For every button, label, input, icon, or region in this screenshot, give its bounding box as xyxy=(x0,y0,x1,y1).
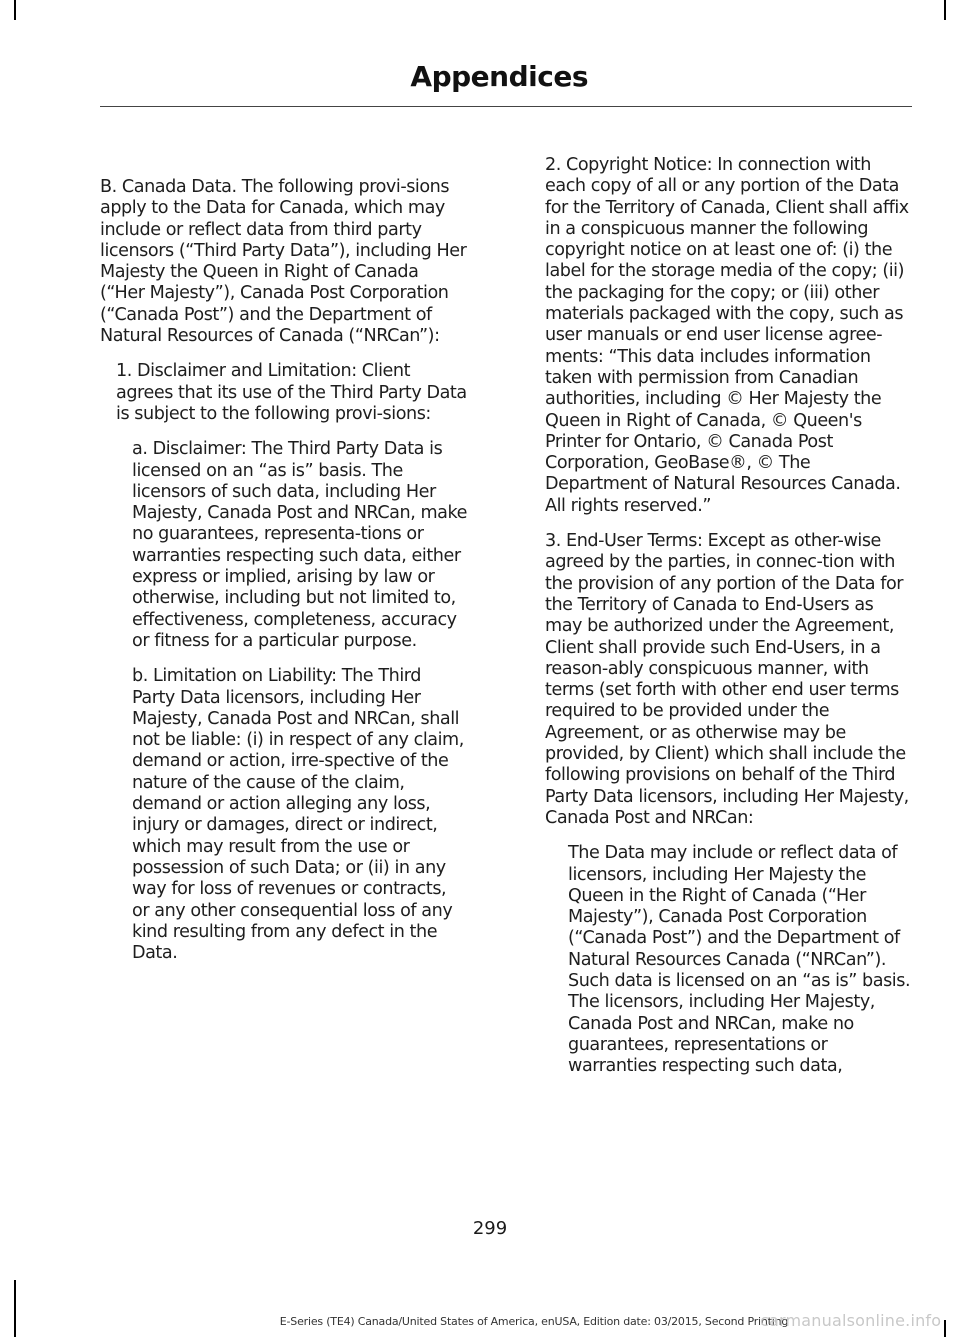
limitation-on-liability-clause: b. Limitation on Liability: The Third Party Data licensors, including Her Majesty, Canada Post and NRCan, shall not be liable: (i) in respect of any claim, demand or action, irre-spective of the nature of the cause of the claim, demand or action alleging any loss, injury or damages, direct or indirect, which may result from the use or possession of such Data; or (ii) in any way for loss of revenues or contracts, or any other consequential loss of any kind resulting from any defect in the Data. xyxy=(132,666,464,964)
end-user-terms: 3. End-User Terms: Except as other-wise agreed by the parties, in connec-tion with the provision of any portion of the Data for the Territory of Canada to End-Users as may be authorized under the Agreement, Client shall provide such End-Users, in a reason-ably conspicuous manner, with terms (set forth with other end user terms required to be provided under the Agreement, or as otherwise may be provided, by Client) which shall include the following provisions on behalf of the Third Party Data licensors, including Her Majesty, Canada Post and NRCan: xyxy=(545,531,909,828)
watermark: carmanualsonline.info xyxy=(760,1311,942,1330)
edition-footer: E-Series (TE4) Canada/United States of America, enUSA, Edition date: 03/2015, Second Printing xyxy=(279,1315,789,1328)
crop-mark-top-right xyxy=(944,0,946,20)
crop-mark-bottom-left xyxy=(14,1280,16,1337)
disclaimer-and-limitation: 1. Disclaimer and Limitation: Client agrees that its use of the Third Party Data is subject to the following provi-sions: xyxy=(116,361,467,424)
left-column xyxy=(100,177,468,978)
page-number: 299 xyxy=(472,1218,508,1239)
licensor-provision-quote: The Data may include or reflect data of licensors, including Her Majesty the Queen in the Right of Canada (“Her Majesty”), Canada Post Corporation (“Canada Post”) and the Department of Natural Resources Canada (“NRCan”). Such data is licensed on an “as is” basis. The licensors, including Her Majesty, Canada Post and NRCan, make no guarantees, representations or warranties respecting such data, xyxy=(568,843,911,1077)
header-divider xyxy=(100,106,912,107)
copyright-notice: 2. Copyright Notice: In connection with each copy of all or any portion of the Data for the Territory of Canada, Client shall affix in a conspicuous manner the following copyright notice on at least one of: (i) the label for the storage media of the copy; (ii) the packaging for the copy; or (iii) other materials packaged with the copy, such as user manuals or end user license agree-ments: “This data includes information taken with permission from Canadian authorities, including © Her Majesty the Queen in Right of Canada, © Queen's Printer for Ontario, © Canada Post Corporation, GeoBase®, © The Department of Natural Resources Canada. All rights reserved.” xyxy=(545,155,909,516)
right-column xyxy=(545,155,913,1091)
section-title: Appendices xyxy=(410,60,588,93)
canada-data-intro: B. Canada Data. The following provi-sions apply to the Data for Canada, which may include or reflect data from third party licensors (“Third Party Data”), including Her Majesty the Queen in Right of Canada (“Her Majesty”), Canada Post Corporation (“Canada Post”) and the Department of Natural Resources of Canada (“NRCan”): xyxy=(100,177,467,347)
crop-mark-top-left xyxy=(14,0,16,20)
disclaimer-clause: a. Disclaimer: The Third Party Data is licensed on an “as is” basis. The licensors of such data, including Her Majesty, Canada Post and NRCan, make no guarantees, representa-tions or warranties respecting such data, either express or implied, arising by law or otherwise, including but not limited to, effectiveness, completeness, accuracy or fitness for a particular purpose. xyxy=(132,439,467,651)
